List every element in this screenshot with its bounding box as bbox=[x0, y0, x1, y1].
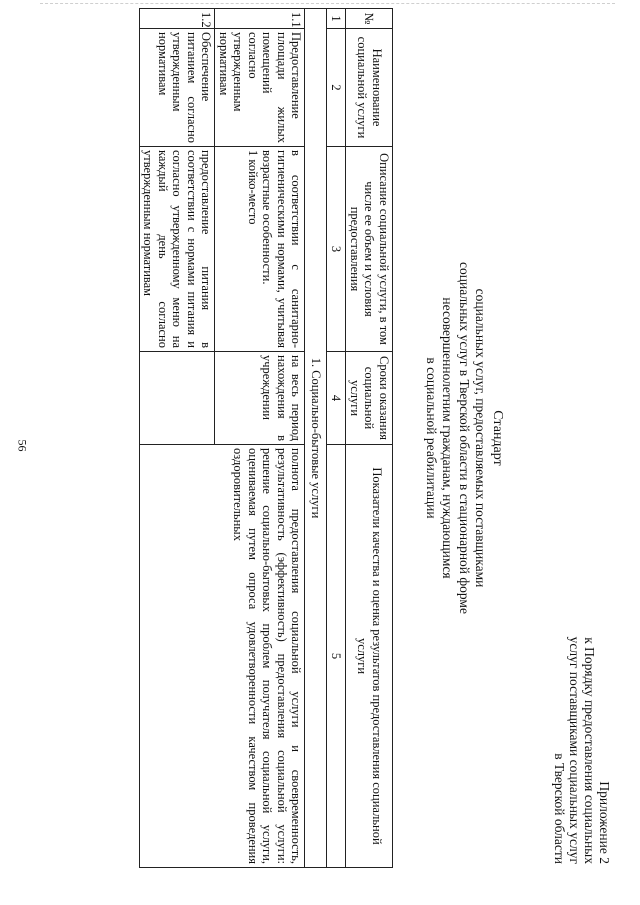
appendix-line: в Тверской области bbox=[552, 753, 567, 864]
header-term: Сроки оказания социальной услуги bbox=[346, 352, 393, 445]
column-number: 5 bbox=[327, 445, 347, 868]
appendix-block bbox=[552, 544, 612, 864]
standard-table bbox=[139, 8, 393, 868]
document-title-block bbox=[423, 8, 506, 868]
row-number: 1.1 bbox=[215, 9, 305, 29]
page-number: 56 bbox=[15, 439, 30, 452]
title-line: социальных услуг в Тверской области в стационарной форме bbox=[457, 262, 472, 614]
service-quality: полнота предоставления социальной услуги и своевременность, результативность (эффективность) предоставления социальной услуги: решение социально-бытовых проблем получателя социальной услуги, оцениваемая путем опроса удовлетворенности качеством проведения оздоровительных bbox=[140, 445, 306, 868]
service-name: Предоставление площади жилых помещений согласно утвержденным нормативам bbox=[215, 29, 305, 147]
title-line: в социальной реабилитации bbox=[424, 357, 439, 519]
section-row bbox=[305, 9, 327, 868]
column-number: 2 bbox=[327, 29, 347, 147]
title-line: несовершеннолетним гражданам, нуждающимся bbox=[440, 297, 456, 579]
section-title: 1. Социально-бытовые услуги bbox=[305, 9, 327, 868]
title-line: социальных услуг, предоставляемых поставщиками bbox=[473, 288, 489, 588]
header-service-name: Наименование социальной услуги bbox=[346, 29, 393, 147]
header-quality: Показатели качества и оценка результатов предоставления социальной услуги bbox=[346, 445, 393, 868]
column-numbers-row bbox=[327, 9, 347, 868]
table-header-row bbox=[346, 9, 393, 868]
service-description: предоставление питания в соответствии с нормами питания и согласно утвержденному меню на каждый день согласно утвержденным нормативам bbox=[140, 147, 216, 352]
document-title: Стандарт bbox=[490, 410, 505, 466]
column-number: 4 bbox=[327, 352, 347, 445]
service-term bbox=[140, 352, 216, 445]
page-top-rule bbox=[40, 3, 615, 4]
appendix-line: Приложение 2 bbox=[597, 781, 612, 864]
service-term: на весь период нахождения в учреждении bbox=[215, 352, 305, 445]
service-description-extra: 1 койко-место bbox=[246, 150, 260, 225]
header-description: Описание социальной услуги, в том числе ее объем и условия предоставления bbox=[346, 147, 393, 352]
service-name: Обеспечение питанием согласно утвержденным нормативам bbox=[140, 29, 216, 147]
appendix-line: услуг поставщиками социальных услуг bbox=[567, 636, 582, 864]
appendix-line: к Порядку предоставления социальных bbox=[582, 637, 597, 864]
column-number: 3 bbox=[327, 147, 347, 352]
service-description bbox=[215, 147, 305, 352]
column-number: 1 bbox=[327, 9, 347, 29]
service-description-text: в соответствии с санитарно-гигиеническими нормами, учитывая возрастные особенности. bbox=[260, 150, 304, 348]
rotated-page-content bbox=[45, 8, 620, 868]
row-number: 1.2 bbox=[140, 9, 216, 29]
table-row bbox=[215, 9, 305, 868]
header-number: № bbox=[346, 9, 393, 29]
